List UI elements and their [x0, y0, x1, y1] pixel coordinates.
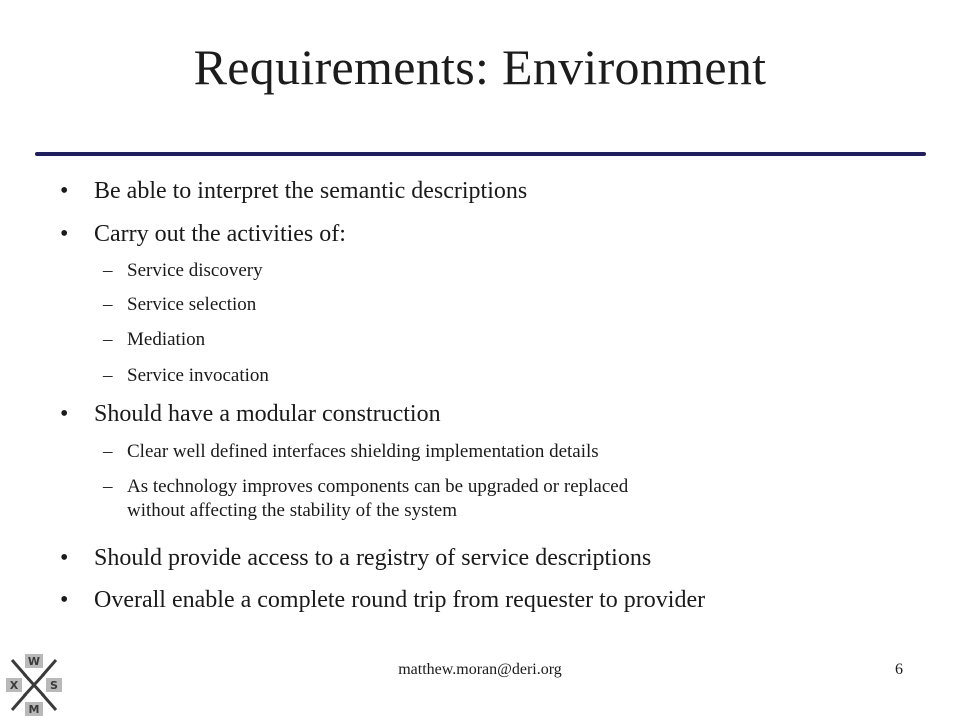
bullet-text: Should have a modular construction: [94, 401, 441, 427]
sub-bullet-text: Service discovery: [127, 260, 263, 281]
page-number: 6: [895, 661, 903, 678]
bullet-marker: •: [60, 178, 69, 204]
bullet-marker: •: [60, 221, 69, 247]
slide-title: Requirements: Environment: [193, 39, 767, 95]
bullet-marker: •: [60, 545, 69, 571]
sub-bullet-marker: –: [103, 365, 113, 386]
bullet-text: Be able to interpret the semantic descriptions: [94, 178, 528, 204]
logo-stroke: [42, 694, 56, 710]
sub-bullet-text: Service selection: [127, 294, 257, 315]
sub-bullet-text: As technology improves components can be upgraded or replaced: [127, 476, 629, 497]
bullet-marker: •: [60, 401, 69, 427]
bullet-text: Should provide access to a registry of service descriptions: [94, 545, 652, 571]
sub-bullet-marker: –: [103, 329, 113, 350]
bullet-text: Overall enable a complete round trip from requester to provider: [94, 587, 706, 613]
svg-text:X: X: [9, 679, 19, 692]
sub-bullet-text: Mediation: [127, 329, 206, 350]
svg-text:S: S: [50, 679, 58, 692]
sub-bullet-text: Clear well defined interfaces shielding implementation details: [127, 441, 599, 462]
svg-text:W: W: [27, 655, 41, 668]
logo-stroke: [12, 694, 26, 710]
footer-email: matthew.moran@deri.org: [398, 661, 562, 678]
sub-bullet-marker: –: [103, 476, 113, 497]
bullet-marker: •: [60, 587, 69, 613]
sub-bullet-marker: –: [103, 294, 113, 315]
bullet-text: Carry out the activities of:: [94, 221, 346, 247]
sub-bullet-text: Service invocation: [127, 365, 269, 386]
wsmx-logo: [4, 652, 64, 718]
svg-text:M: M: [28, 703, 40, 716]
logo-stroke: [42, 660, 56, 676]
logo-stroke: [12, 660, 26, 676]
sub-bullet-marker: –: [103, 260, 113, 281]
sub-bullet-marker: –: [103, 441, 113, 462]
sub-bullet-text-line2: without affecting the stability of the system: [127, 500, 457, 521]
